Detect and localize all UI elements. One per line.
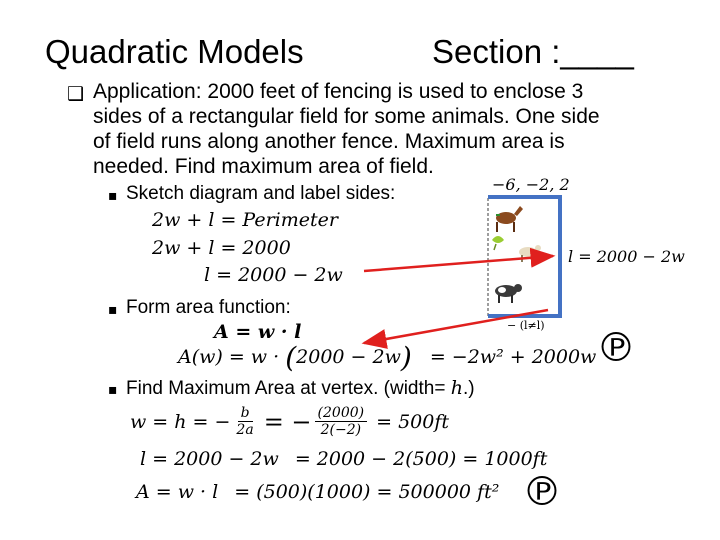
area-eq-2-left: A(w) = w · <box>178 346 286 368</box>
check-mark-1: ℗ <box>596 325 636 371</box>
application-line-1: Application: 2000 feet of fencing is used to enclose 3 <box>93 80 584 103</box>
step-vertex-text: Find Maximum Area at vertex. (width= <box>126 378 451 399</box>
application-line-4: needed. Find maximum area of field. <box>93 155 434 178</box>
fraction-numerator: b <box>238 405 253 422</box>
perimeter-eq-2: 2w + l = 2000 <box>152 237 291 259</box>
arrow-to-area-function <box>364 310 548 343</box>
step-bullet-vertex: ▪ <box>108 382 118 398</box>
perimeter-eq-3: l = 2000 − 2w <box>204 264 343 286</box>
step-vertex-end: .) <box>462 378 475 399</box>
application-bullet: ❑ <box>67 83 85 105</box>
cow-icon <box>495 284 522 303</box>
area-eq-2-inner: 2000 − 2w <box>296 346 401 368</box>
width-eq-result: = 500ft <box>376 410 450 433</box>
bird-icon <box>492 236 504 250</box>
perimeter-eq-1: 2w + l = Perimeter <box>152 209 338 231</box>
paren-close: ) <box>400 341 412 374</box>
width-eq-mid: = − <box>263 407 312 436</box>
fraction-values-numerator: (2000) <box>315 405 368 422</box>
width-eq-left: w = h = − <box>130 410 231 433</box>
area-eq-2-right: = −2w² + 2000w <box>429 346 597 368</box>
max-area-eq-left: A = w · l <box>136 481 219 503</box>
horse-icon <box>496 206 523 232</box>
diagram-side-label: l = 2000 − 2w <box>568 247 685 266</box>
max-area-eq-right: = (500)(1000) = 500000 ft² <box>234 481 500 503</box>
step-vertex-h: h <box>450 377 463 399</box>
length-eq-left: l = 2000 − 2w <box>140 448 279 470</box>
area-eq-1: A = w · l <box>214 321 302 343</box>
page-title: Quadratic Models <box>45 33 304 70</box>
application-line-3: of field runs along another fence. Maximum area is <box>93 130 565 153</box>
paren-open: ( <box>285 341 297 374</box>
section-title: Section :____ <box>432 33 634 70</box>
check-mark-2: ℗ <box>522 469 562 515</box>
arrow-to-side-label <box>364 256 553 271</box>
diagram-bottom-label: − (l≠l) <box>507 319 545 332</box>
diagram-top-label: −6, −2, 2 <box>492 175 570 194</box>
fraction-denominator: 2a <box>236 422 254 438</box>
step-area-label: Form area function: <box>126 297 291 318</box>
step-bullet-area: ▪ <box>108 302 118 318</box>
fraction-values-denominator: 2(−2) <box>320 422 362 438</box>
step-bullet-sketch: ▪ <box>108 188 118 204</box>
application-line-2: sides of a rectangular field for some animals. One side <box>93 105 600 128</box>
length-eq-right: = 2000 − 2(500) = 1000ft <box>294 448 548 470</box>
step-sketch-label: Sketch diagram and label sides: <box>126 183 396 204</box>
